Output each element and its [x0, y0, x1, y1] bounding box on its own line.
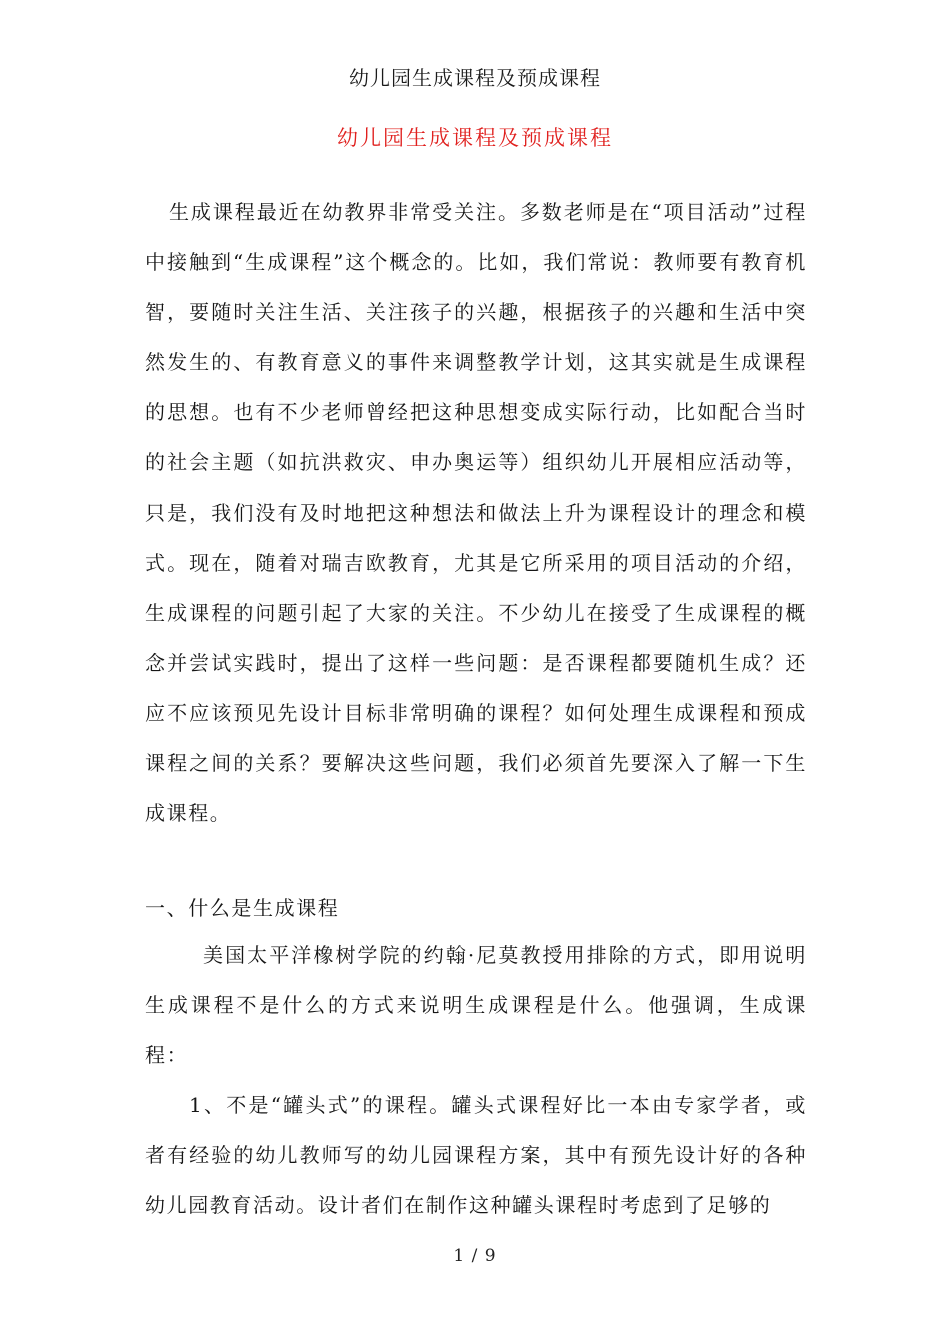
list-item-paragraph: 1、不是“罐头式”的课程。罐头式课程好比一本由专家学者，或者有经验的幼儿教师写的幼儿园课程方案，其中有预先设计好的各种幼儿园教育活动。设计者们在制作这种罐头课程时考虑到了足够的 [145, 1093, 807, 1218]
page-number: 1 / 9 [453, 1246, 497, 1266]
section-heading: 一、什么是生成课程 [145, 896, 340, 920]
document-title: 幼儿园生成课程及预成课程 [337, 126, 613, 150]
definition-paragraph: 美国太平洋橡树学院的约翰·尼莫教授用排除的方式，即用说明生成课程不是什么的方式来说明生成课程是什么。他强调，生成课程： [145, 943, 807, 1068]
intro-paragraph: 生成课程最近在幼教界非常受关注。多数老师是在“项目活动”过程中接触到“生成课程”这个概念的。比如，我们常说：教师要有教育机智，要随时关注生活、关注孩子的兴趣，根据孩子的兴趣和生活中突然发生的、有教育意义的事件来调整教学计划，这其实就是生成课程的思想。也有不少老师曾经把这种思想变成实际行动，比如配合当时的社会主题（如抗洪救灾、申办奥运等）组织幼儿开展相应活动等，只是，我们没有及时地把这种想法和做法上升为课程设计的理念和模式。现在，随着对瑞吉欧教育，尤其是它所采用的项目活动的介绍，生成课程的问题引起了大家的关注。不少幼儿在接受了生成课程的概念并尝试实践时，提出了这样一些问题：是否课程都要随机生成？还应不应该预见先设计目标非常明确的课程？如何处理生成课程和预成课程之间的关系？要解决这些问题，我们必须首先要深入了解一下生成课程。 [145, 200, 807, 826]
document-header-title: 幼儿园生成课程及预成课程 [349, 66, 601, 90]
